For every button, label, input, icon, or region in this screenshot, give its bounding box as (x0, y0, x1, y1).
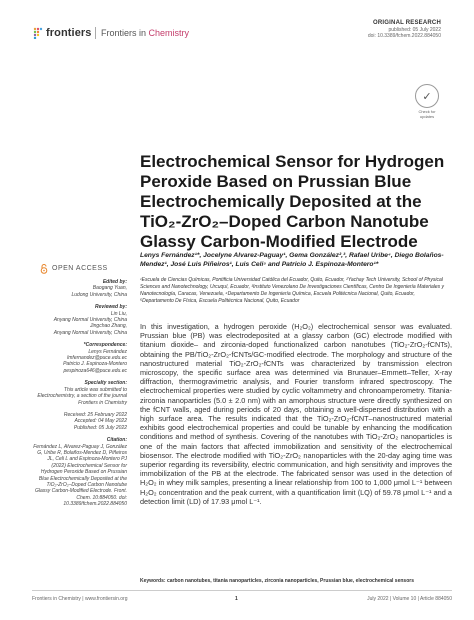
correspondence-block (32, 342, 127, 374)
specialty-label: Specialty section: (84, 380, 127, 387)
page-number: 1 (235, 596, 238, 602)
reviewer-name: Lin Liu, (110, 310, 127, 317)
published-date: published: 05 July 2022 (388, 26, 441, 33)
edited-by-block (32, 279, 127, 298)
reviewed-by-label: Reviewed by: (95, 304, 127, 311)
keywords-label: Keywords: (140, 578, 166, 584)
open-access-label: OPEN ACCESS (52, 265, 108, 272)
article-title: Electrochemical Sensor for Hydrogen Peroxide Based on Prussian Blue Electrochemically Deposited at the TiO₂-ZrO₂–Doped Carbon Nanotube Glassy Carbon-Modified Electrode (140, 152, 445, 251)
keywords (140, 578, 452, 584)
citation-label: Citation: (106, 437, 127, 444)
reviewer-name: Jingchao Zhang, (90, 323, 127, 330)
doi-link[interactable]: doi: 10.3389/fchem.2022.884050 (367, 33, 441, 39)
article-type: ORIGINAL RESEARCH (373, 20, 441, 26)
keywords-list: carbon nanotubes, titania nanoparticles, zirconia nanoparticles, Prussian blue, electrochemical sensors (166, 578, 414, 584)
citation-text: Fernández L, Alvarez-Paguay J, González G, Uribe R, Bolaños-Mendez D, Piñeiros JL, Celi L and Espinoza-Montero PJ (2022) Electrochemical Sensor for Hydrogen Peroxide Based on Prussian Blue Electrochemically Deposited at the TiO₂-ZrO₂–Doped Carbon Nanotube Glassy Carbon-Modified Electrode. Front. Chem. 10:884050. doi: 10.3389/fchem.2022.884050 (33, 443, 127, 508)
corresponding-email[interactable]: pespinoza646@puce.edu.ec (63, 367, 127, 374)
frontiers-logo-icon (33, 27, 43, 39)
editor-affiliation: Ludong University, China (71, 291, 127, 298)
article-meta (368, 20, 441, 40)
reviewed-by-block (32, 304, 127, 336)
dates-block (32, 412, 127, 431)
footer-divider (32, 590, 452, 591)
specialty-text: This article was submitted to Electrochemistry, a section of the journal Frontiers in Chemistry (37, 386, 127, 406)
header-separator (95, 27, 96, 39)
affiliations: ¹Escuela de Ciencias Químicas, Pontificia Universidad Católica del Ecuador, Quito, Ecuador, ²Yachay Tech University, School of Physical Sciences and Nanotechnology, Urcuquí, Ecuador, ³Instituto Venezolano De Investigaciones Científicas, Centro De Ingeniería Materiales y Nanotecnología, Caracas, Venezuela, ⁴Departamento De Ingeniería Química, Escuela Politécnica Nacional, Quito, Ecuador, ⁵Departamento De Física, Escuela Politécnica Nacional, Quito, Ecuador (140, 277, 445, 304)
check-for-updates-button[interactable] (414, 84, 440, 119)
footer-journal-link[interactable]: Frontiers in Chemistry | www.frontiersin.org (32, 596, 128, 602)
editor-name: Baogang Yuan, (92, 285, 127, 292)
sidebar-info (32, 279, 127, 514)
footer-volume-info: July 2022 | Volume 10 | Article 884050 (367, 596, 452, 602)
accepted-date: Accepted: 04 May 2022 (74, 418, 127, 425)
abstract-text: In this investigation, a hydrogen peroxide (H₂O₂) electrochemical sensor was evaluated. Prussian blue (PB) was electrodeposited at a glassy carbon (GC) electrode modified with titanium dioxide– and zirconia-doped functionalized carbon nanotubes (TiO₂-ZrO₂-fCNTs), obtaining the PB/TiO₂-ZrO₂-fCNTs/GC-modified electrode. The morphology and structure of the nanostructured material TiO₂-ZrO₂-fCNTs was characterized by transmission electron microscopy, the specific surface area was determined via Brunauer–Emmett–Teller, X-ray diffraction, thermogravimetric analysis, and Fourier transform infrared spectroscopy. The electrochemical properties were studied by cyclic voltammetry and chronoamperometry. Titania-zirconia nanoparticles (5.0 ± 2.0 nm) with an amorphous structure were directly synthesized on the fCNT walls, aged during periods of 20 days, obtaining a well-dispersed distribution with a high surface area. The results indicated that the TiO₂-ZrO₂-fCNT–nanostructured material exhibits good electrochemical properties and could be tunable by enhancing the modification conditions and method of synthesis. Covering of the nanotubes with TiO₂-ZrO₂ nanoparticles is one of the main factors that affected immobilization and sensitivity of the electrochemical biosensor. The electrode modified with TiO₂-ZrO₂ nanoparticles with the 20-day aging time was superior regarding its reversibility, electric communication, and high sensitivity and improves the immobilization of the PB at the electrode. The fabricated sensor was used in the detection of H₂O₂ in whey milk samples, presenting a linear relationship from 100 to 1,000 μmol L⁻¹ between H₂O₂ concentration and the peak current, with a quantification limit (LQ) of 59.78 μmol L⁻¹ and a detection limit (LD) of 17.93 μmol L⁻¹. (140, 322, 452, 506)
journal-prefix: Frontiers in (101, 28, 147, 38)
journal-title[interactable] (101, 28, 189, 38)
published-date-sidebar: Published: 05 July 2022 (73, 424, 127, 431)
reviewer-affiliation: Anyang Normal University, China (53, 317, 127, 324)
corresponding-author: Patricio J. Espinoza-Montero (63, 361, 127, 368)
journal-name: Chemistry (148, 28, 190, 38)
specialty-block (32, 380, 127, 406)
check-updates-label: Check for updates (418, 109, 436, 119)
check-updates-icon: ✓ (415, 84, 439, 108)
brand-name: frontiers (46, 27, 92, 39)
received-date: Received: 25 February 2022 (63, 411, 127, 418)
open-access-lock-icon (40, 264, 48, 274)
edited-by-label: Edited by: (102, 279, 127, 285)
citation-block (32, 437, 127, 507)
corresponding-email[interactable]: lmfernandez@puce.edu.ec (67, 355, 127, 362)
author-list: Lenys Fernández¹*, Jocelyne Alvarez-Paguay¹, Gema González²,³, Rafael Uribe⁴, Diego Bolaños-Mendez¹, José Luis Piñeiros¹, Luis Celi⁵ and Patricio J. Espinoza-Montero¹* (140, 252, 444, 268)
corresponding-author: Lenys Fernández (88, 348, 127, 355)
abstract (140, 322, 452, 506)
reviewer-affiliation: Anyang Normal University, China (53, 329, 127, 336)
correspondence-label: *Correspondence: (83, 342, 127, 349)
